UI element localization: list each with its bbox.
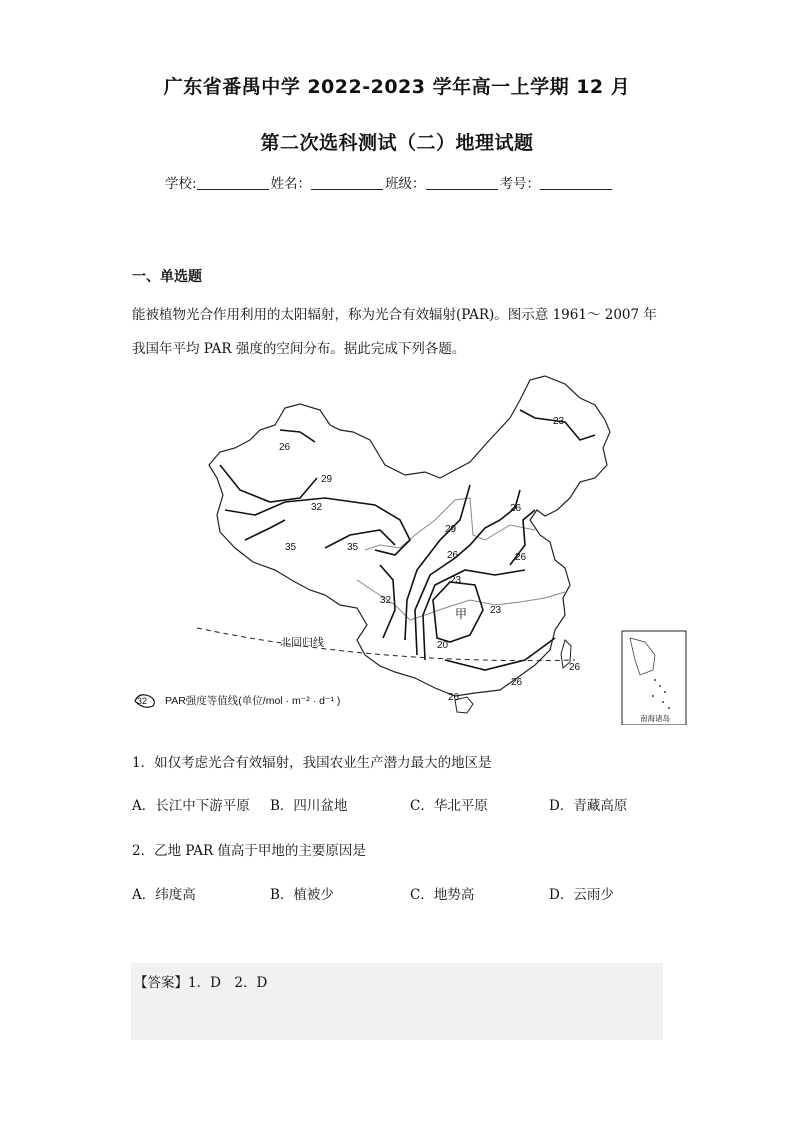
document-title-line2: 第二次选科测试（二）地理试题 xyxy=(260,132,534,154)
contour-label: 23 xyxy=(450,575,462,586)
question-2-option-a[interactable]: A．纬度高 xyxy=(132,887,196,903)
document-title-line1: 广东省番禺中学 2022-2023 学年高一上学期 12 月 xyxy=(163,76,631,98)
question-1-stem: 1．如仅考虑光合有效辐射，我国农业生产潜力最大的地区是 xyxy=(132,755,492,771)
tropic-label: 北回归线 xyxy=(280,637,324,649)
par-distribution-map xyxy=(125,370,695,725)
question-2-option-b[interactable]: B．植被少 xyxy=(270,887,334,903)
china-outline xyxy=(209,376,610,696)
school-label: 学校: xyxy=(165,176,197,192)
name-blank[interactable] xyxy=(311,177,383,190)
contour-26-center xyxy=(415,490,520,655)
question-2-option-c[interactable]: C．地势高 xyxy=(410,887,475,903)
map-legend xyxy=(135,694,340,707)
question-1-option-a[interactable]: A．长江中下游平原 xyxy=(132,798,250,814)
contour-label: 26 xyxy=(511,677,523,688)
contour-label: 32 xyxy=(311,502,323,513)
contour-label: 23 xyxy=(553,416,565,427)
contour-label: 26 xyxy=(515,552,527,563)
section-heading: 一、单选题 xyxy=(132,269,202,285)
passage-line1: 能被植物光合作用利用的太阳辐射，称为光合有效辐射(PAR)。图示意 1961～ 2007 年 xyxy=(132,307,657,323)
place-label-jia: 甲 xyxy=(455,607,468,621)
passage-line2: 我国年平均 PAR 强度的空间分布。据此完成下列各题。 xyxy=(132,341,466,357)
legend-value: 32 xyxy=(137,696,148,706)
class-label: 班级： xyxy=(385,176,426,192)
question-1-option-d[interactable]: D．青藏高原 xyxy=(549,798,628,814)
number-blank[interactable] xyxy=(540,177,612,190)
contour-label: 26 xyxy=(279,442,291,453)
contour-label: 26 xyxy=(447,550,459,561)
contour-label: 29 xyxy=(321,474,333,485)
contour-label: 26 xyxy=(569,662,581,673)
contour-35-west xyxy=(245,520,285,540)
contour-label: 20 xyxy=(437,640,449,651)
contour-label: 32 xyxy=(380,595,392,606)
name-label: 姓名： xyxy=(270,176,312,192)
number-label: 考号： xyxy=(499,176,541,192)
question-2-option-d[interactable]: D．云雨少 xyxy=(549,887,614,903)
contour-label: 23 xyxy=(490,605,502,616)
contour-23-south xyxy=(445,638,555,670)
contour-label: 26 xyxy=(510,503,522,514)
contour-label: 35 xyxy=(347,542,359,553)
student-info-row xyxy=(165,172,614,192)
question-2-stem: 2．乙地 PAR 值高于甲地的主要原因是 xyxy=(132,843,366,859)
contour-label: 26 xyxy=(448,692,460,703)
contour-26-northwest xyxy=(280,430,315,442)
question-1-option-c[interactable]: C．华北平原 xyxy=(410,798,488,814)
class-blank[interactable] xyxy=(426,177,498,190)
answer-text: 【答案】1．D 2．D xyxy=(134,975,268,991)
contour-label: 35 xyxy=(285,542,297,553)
inset-label: 南海诸岛 xyxy=(640,714,670,723)
school-blank[interactable] xyxy=(197,177,269,190)
contour-29-west xyxy=(220,465,317,502)
legend-text: PAR强度等值线(单位/mol · m⁻² · d⁻¹ ) xyxy=(165,695,341,707)
contour-label: 29 xyxy=(445,524,457,535)
question-1-option-b[interactable]: B．四川盆地 xyxy=(270,798,348,814)
